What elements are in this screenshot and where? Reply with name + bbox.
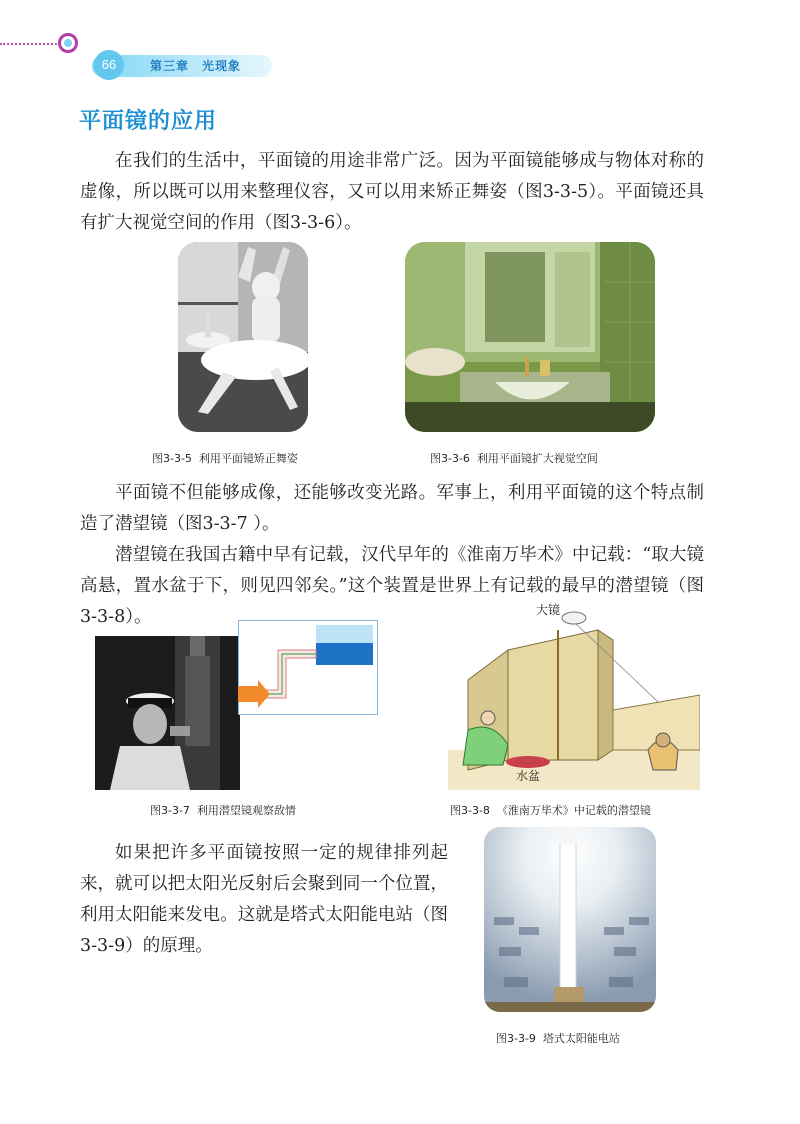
figure-3-3-9-caption (496, 1030, 620, 1046)
paragraph-1 (80, 146, 704, 239)
figure-3-3-7-caption (150, 802, 296, 818)
label-water-basin: 水盆 (515, 769, 541, 783)
header-ring-icon (58, 33, 78, 53)
paragraph-2-text: 平面镜不但能够成像，还能够改变光路。军事上，利用平面镜的这个特点制造了潜望镜（图3-3-7 ）。 (80, 483, 704, 534)
ballet-mirror-photo (178, 242, 308, 432)
page-number: 66 (94, 50, 124, 80)
paragraph-1-text: 在我们的生活中，平面镜的用途非常广泛。因为平面镜能够成与物体对称的虚像，所以既可以用来整理仪容，又可以用来矫正舞姿（图3-3-5）。平面镜还具有扩大视觉空间的作用（图3-3-6）。 (80, 151, 704, 233)
periscope-photo (95, 636, 240, 790)
figure-3-3-8-number: 图3-3-8 (450, 804, 490, 817)
header-dotted-line (0, 43, 64, 45)
figure-3-3-9-number: 图3-3-9 (496, 1032, 536, 1045)
figure-3-3-5-caption (152, 450, 298, 466)
paragraph-3-text: 潜望镜在我国古籍中早有记载，汉代早年的《淮南万毕术》中记载：“取大镜高悬，置水盆于下，则见四邻矣。”这个装置是世界上有记载的最早的潜望镜（图 3-3-8）。 (80, 545, 704, 627)
bathroom-mirror-photo (405, 242, 655, 432)
paragraph-4-text: 如果把许多平面镜按照一定的规律排列起来，就可以把太阳光反射后会聚到同一个位置，利用太阳能来发电。这就是塔式太阳能电站（图3-3-9）的原理。 (80, 843, 448, 956)
figure-3-3-5-number: 图3-3-5 (152, 452, 192, 465)
periscope-diagram (238, 620, 378, 715)
figure-3-3-6-caption (430, 450, 598, 466)
figure-3-3-7-number: 图3-3-7 (150, 804, 190, 817)
chapter-title: 第三章 光现象 (150, 59, 242, 73)
figure-3-3-6-text: 利用平面镜扩大视觉空间 (476, 452, 598, 465)
figure-3-3-8-text: 《淮南万毕术》中记载的潜望镜 (496, 804, 651, 817)
paragraph-4 (80, 838, 448, 962)
figure-3-3-5-text: 利用平面镜矫正舞姿 (198, 452, 298, 465)
figure-3-3-7-text: 利用潜望镜观察敌情 (196, 804, 296, 817)
section-title: 平面镜的应用 (79, 109, 218, 134)
label-great-mirror: 大镜 (535, 603, 560, 617)
figure-3-3-9-text: 塔式太阳能电站 (542, 1032, 620, 1045)
figure-3-3-6-number: 图3-3-6 (430, 452, 470, 465)
ancient-periscope-illustration (448, 600, 700, 790)
paragraph-2 (80, 478, 704, 540)
solar-tower-photo (484, 827, 656, 1012)
figure-3-3-8-caption (450, 802, 651, 818)
